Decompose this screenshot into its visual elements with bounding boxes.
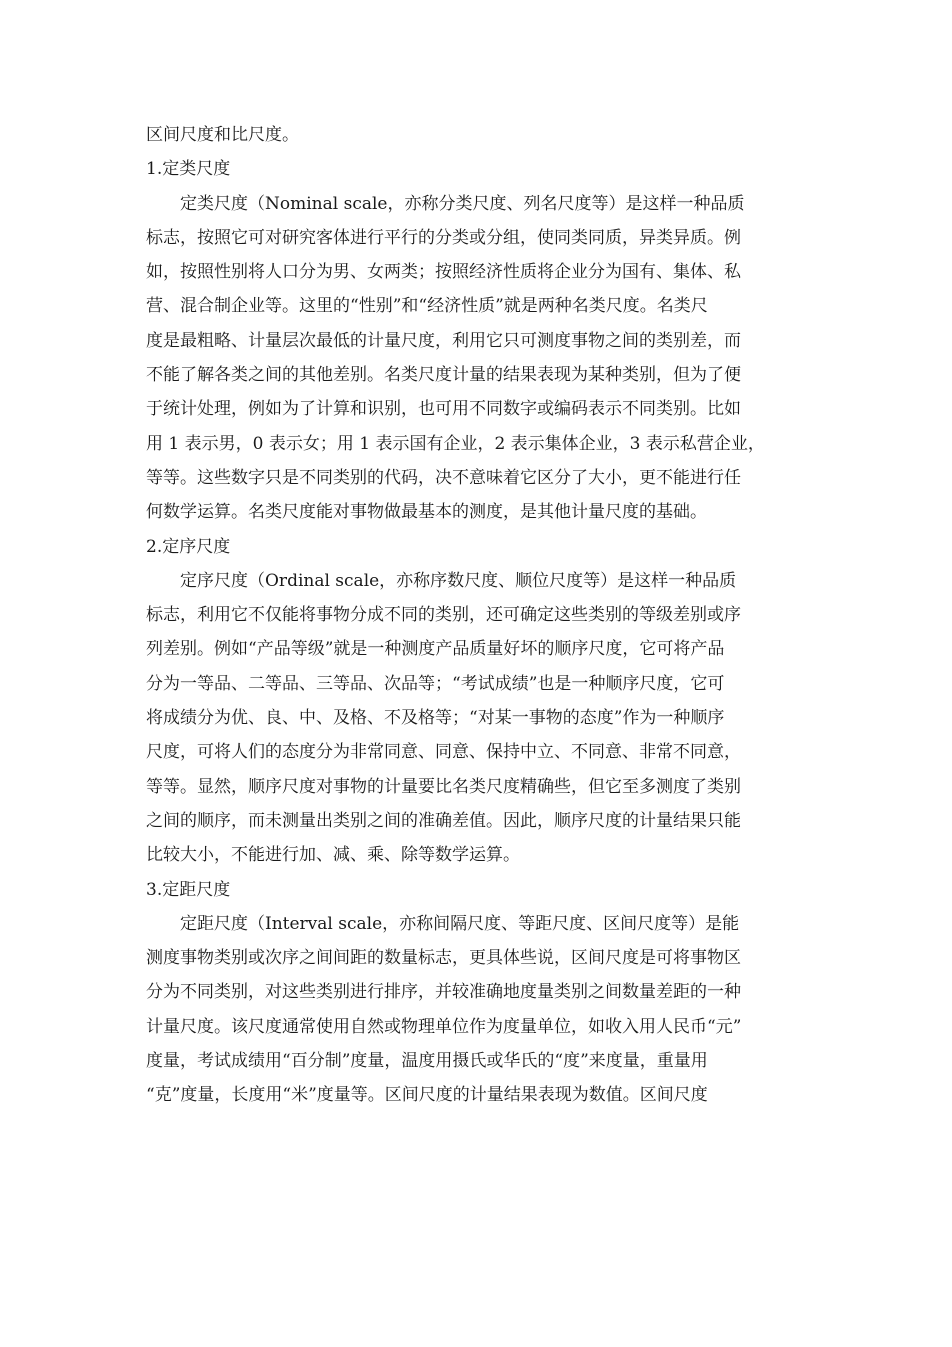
text-line: 测度事物类别或次序之间间距的数量标志，更具体些说，区间尺度是可将事物区 [146, 948, 741, 969]
text-line: 度量，考试成绩用“百分制”度量，温度用摄氏或华氏的“度”来度量，重量用 [146, 1051, 708, 1072]
text-line: 等等。显然，顺序尺度对事物的计量要比名类尺度精确些，但它至多测度了类别 [146, 776, 741, 797]
document-page [146, 118, 810, 1113]
text-line: 标志，利用它不仅能将事物分成不同的类别，还可确定这些类别的等级差别或序 [146, 605, 741, 626]
text-line: 比较大小，不能进行加、减、乘、除等数学运算。 [146, 845, 520, 866]
text-line: 何数学运算。名类尺度能对事物做最基本的测度，是其他计量尺度的基础。 [146, 502, 707, 523]
text-line: 定距尺度（Interval scale，亦称间隔尺度、等距尺度、区间尺度等）是能 [146, 913, 740, 934]
text-line: 度是最粗略、计量层次最低的计量尺度，利用它只可测度事物之间的类别差，而 [146, 330, 741, 351]
text-line: 营、混合制企业等。这里的“性别”和“经济性质”就是两种名类尺度。名类尺 [146, 296, 708, 317]
text-line: 用 1 表示男，0 表示女；用 1 表示国有企业，2 表示集体企业，3 表示私营企业， [146, 433, 765, 454]
text-line: 分为不同类别，对这些类别进行排序，并较准确地度量类别之间数量差距的一种 [146, 982, 741, 1003]
section-heading-interval: 3.定距尺度 [146, 879, 231, 900]
text-line: 等等。这些数字只是不同类别的代码，决不意味着它区分了大小，更不能进行任 [146, 467, 741, 488]
text-line: 分为一等品、二等品、三等品、次品等；“考试成绩”也是一种顺序尺度，它可 [146, 673, 725, 694]
text-line: 将成绩分为优、良、中、及格、不及格等；“对某一事物的态度”作为一种顺序 [146, 708, 725, 729]
text-line: 计量尺度。该尺度通常使用自然或物理单位作为度量单位，如收入用人民币“元” [146, 1016, 742, 1037]
text-line: 之间的顺序，而未测量出类别之间的准确差值。因此，顺序尺度的计量结果只能 [146, 810, 741, 831]
text-line: 列差别。例如“产品等级”就是一种测度产品质量好坏的顺序尺度，它可将产品 [146, 639, 725, 660]
text-line: 如，按照性别将人口分为男、女两类；按照经济性质将企业分为国有、集体、私 [146, 262, 741, 283]
text-line: 定序尺度（Ordinal scale，亦称序数尺度、顺位尺度等）是这样一种品质 [146, 570, 737, 591]
section-heading-nominal: 1.定类尺度 [146, 159, 231, 180]
text-line: 定类尺度（Nominal scale，亦称分类尺度、列名尺度等）是这样一种品质 [146, 193, 745, 214]
text-line: “克”度量，长度用“米”度量等。区间尺度的计量结果表现为数值。区间尺度 [146, 1085, 708, 1106]
section-heading-ordinal: 2.定序尺度 [146, 536, 231, 557]
text-line: 尺度，可将人们的态度分为非常同意、同意、保持中立、不同意、非常不同意， [146, 742, 741, 763]
text-line: 不能了解各类之间的其他差别。名类尺度计量的结果表现为某种类别，但为了便 [146, 365, 741, 386]
text-line: 标志，按照它可对研究客体进行平行的分类或分组，使同类同质，异类异质。例 [146, 227, 741, 248]
text-line: 区间尺度和比尺度。 [146, 125, 299, 145]
text-line: 于统计处理，例如为了计算和识别，也可用不同数字或编码表示不同类别。比如 [146, 399, 741, 420]
